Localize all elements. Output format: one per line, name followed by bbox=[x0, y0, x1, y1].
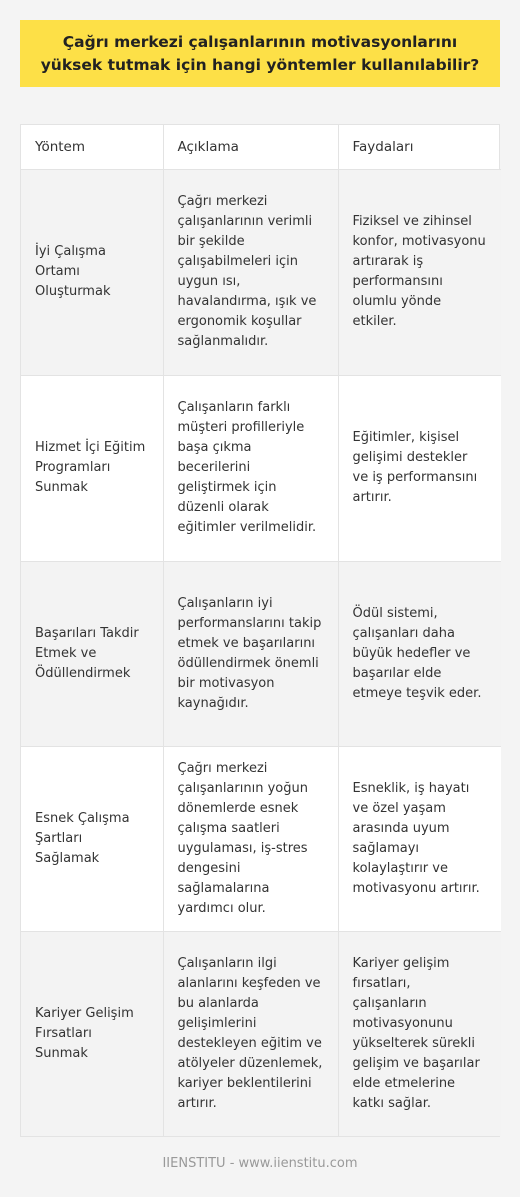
description-cell: Çalışanların iyi performanslarını takip etmek ve başarılarını ödüllendirmek önemli bir motivasyon kaynağıdır. bbox=[163, 561, 338, 746]
column-header-description: Açıklama bbox=[163, 125, 338, 169]
method-cell: Başarıları Takdir Etmek ve Ödüllendirmek bbox=[21, 561, 163, 746]
description-cell: Çağrı merkezi çalışanlarının yoğun dönemlerde esnek çalışma saatleri uygulaması, iş-stres dengesini sağlamalarına yardımcı olur. bbox=[163, 746, 338, 931]
footer-credit: IIENSTITU - www.iienstitu.com bbox=[162, 1156, 358, 1171]
benefits-cell: Eğitimler, kişisel gelişimi destekler ve iş performansını artırır. bbox=[338, 375, 501, 561]
description-cell: Çağrı merkezi çalışanlarının verimli bir şekilde çalışabilmeleri için uygun ısı, havalandırma, ışık ve ergonomik koşullar sağlanmalıdır. bbox=[163, 169, 338, 375]
description-cell: Çalışanların ilgi alanlarını keşfeden ve bu alanlarda gelişimlerini destekleyen eğitim ve atölyeler düzenlemek, kariyer beklentilerini artırır. bbox=[163, 931, 338, 1136]
benefits-cell: Fiziksel ve zihinsel konfor, motivasyonu artırarak iş performansını olumlu yönde etkiler. bbox=[338, 169, 501, 375]
benefits-cell: Esneklik, iş hayatı ve özel yaşam arasında uyum sağlamayı kolaylaştırır ve motivasyonu artırır. bbox=[338, 746, 501, 931]
table-row bbox=[21, 746, 501, 931]
table-row bbox=[21, 561, 501, 746]
title-banner bbox=[20, 20, 500, 87]
column-header-benefits: Faydaları bbox=[338, 125, 501, 169]
benefits-cell: Kariyer gelişim fırsatları, çalışanların motivasyonunu yükselterek sürekli gelişim ve başarılar elde etmelerine katkı sağlar. bbox=[338, 931, 501, 1136]
method-cell: Kariyer Gelişim Fırsatları Sunmak bbox=[21, 931, 163, 1136]
table-row bbox=[21, 931, 501, 1136]
table-row bbox=[21, 169, 501, 375]
methods-table bbox=[20, 124, 500, 1137]
page-title: Çağrı merkezi çalışanlarının motivasyonlarını yüksek tutmak için hangi yöntemler kullanılabilir? bbox=[40, 32, 480, 74]
description-cell: Çalışanların farklı müşteri profilleriyle başa çıkma becerilerini geliştirmek için düzenli olarak eğitimler verilmelidir. bbox=[163, 375, 338, 561]
column-header-method: Yöntem bbox=[21, 125, 163, 169]
method-cell: İyi Çalışma Ortamı Oluşturmak bbox=[21, 169, 163, 375]
method-cell: Esnek Çalışma Şartları Sağlamak bbox=[21, 746, 163, 931]
method-cell: Hizmet İçi Eğitim Programları Sunmak bbox=[21, 375, 163, 561]
table-header-row bbox=[21, 125, 501, 169]
benefits-cell: Ödül sistemi, çalışanları daha büyük hedefler ve başarılar elde etmeye teşvik eder. bbox=[338, 561, 501, 746]
table-row bbox=[21, 375, 501, 561]
